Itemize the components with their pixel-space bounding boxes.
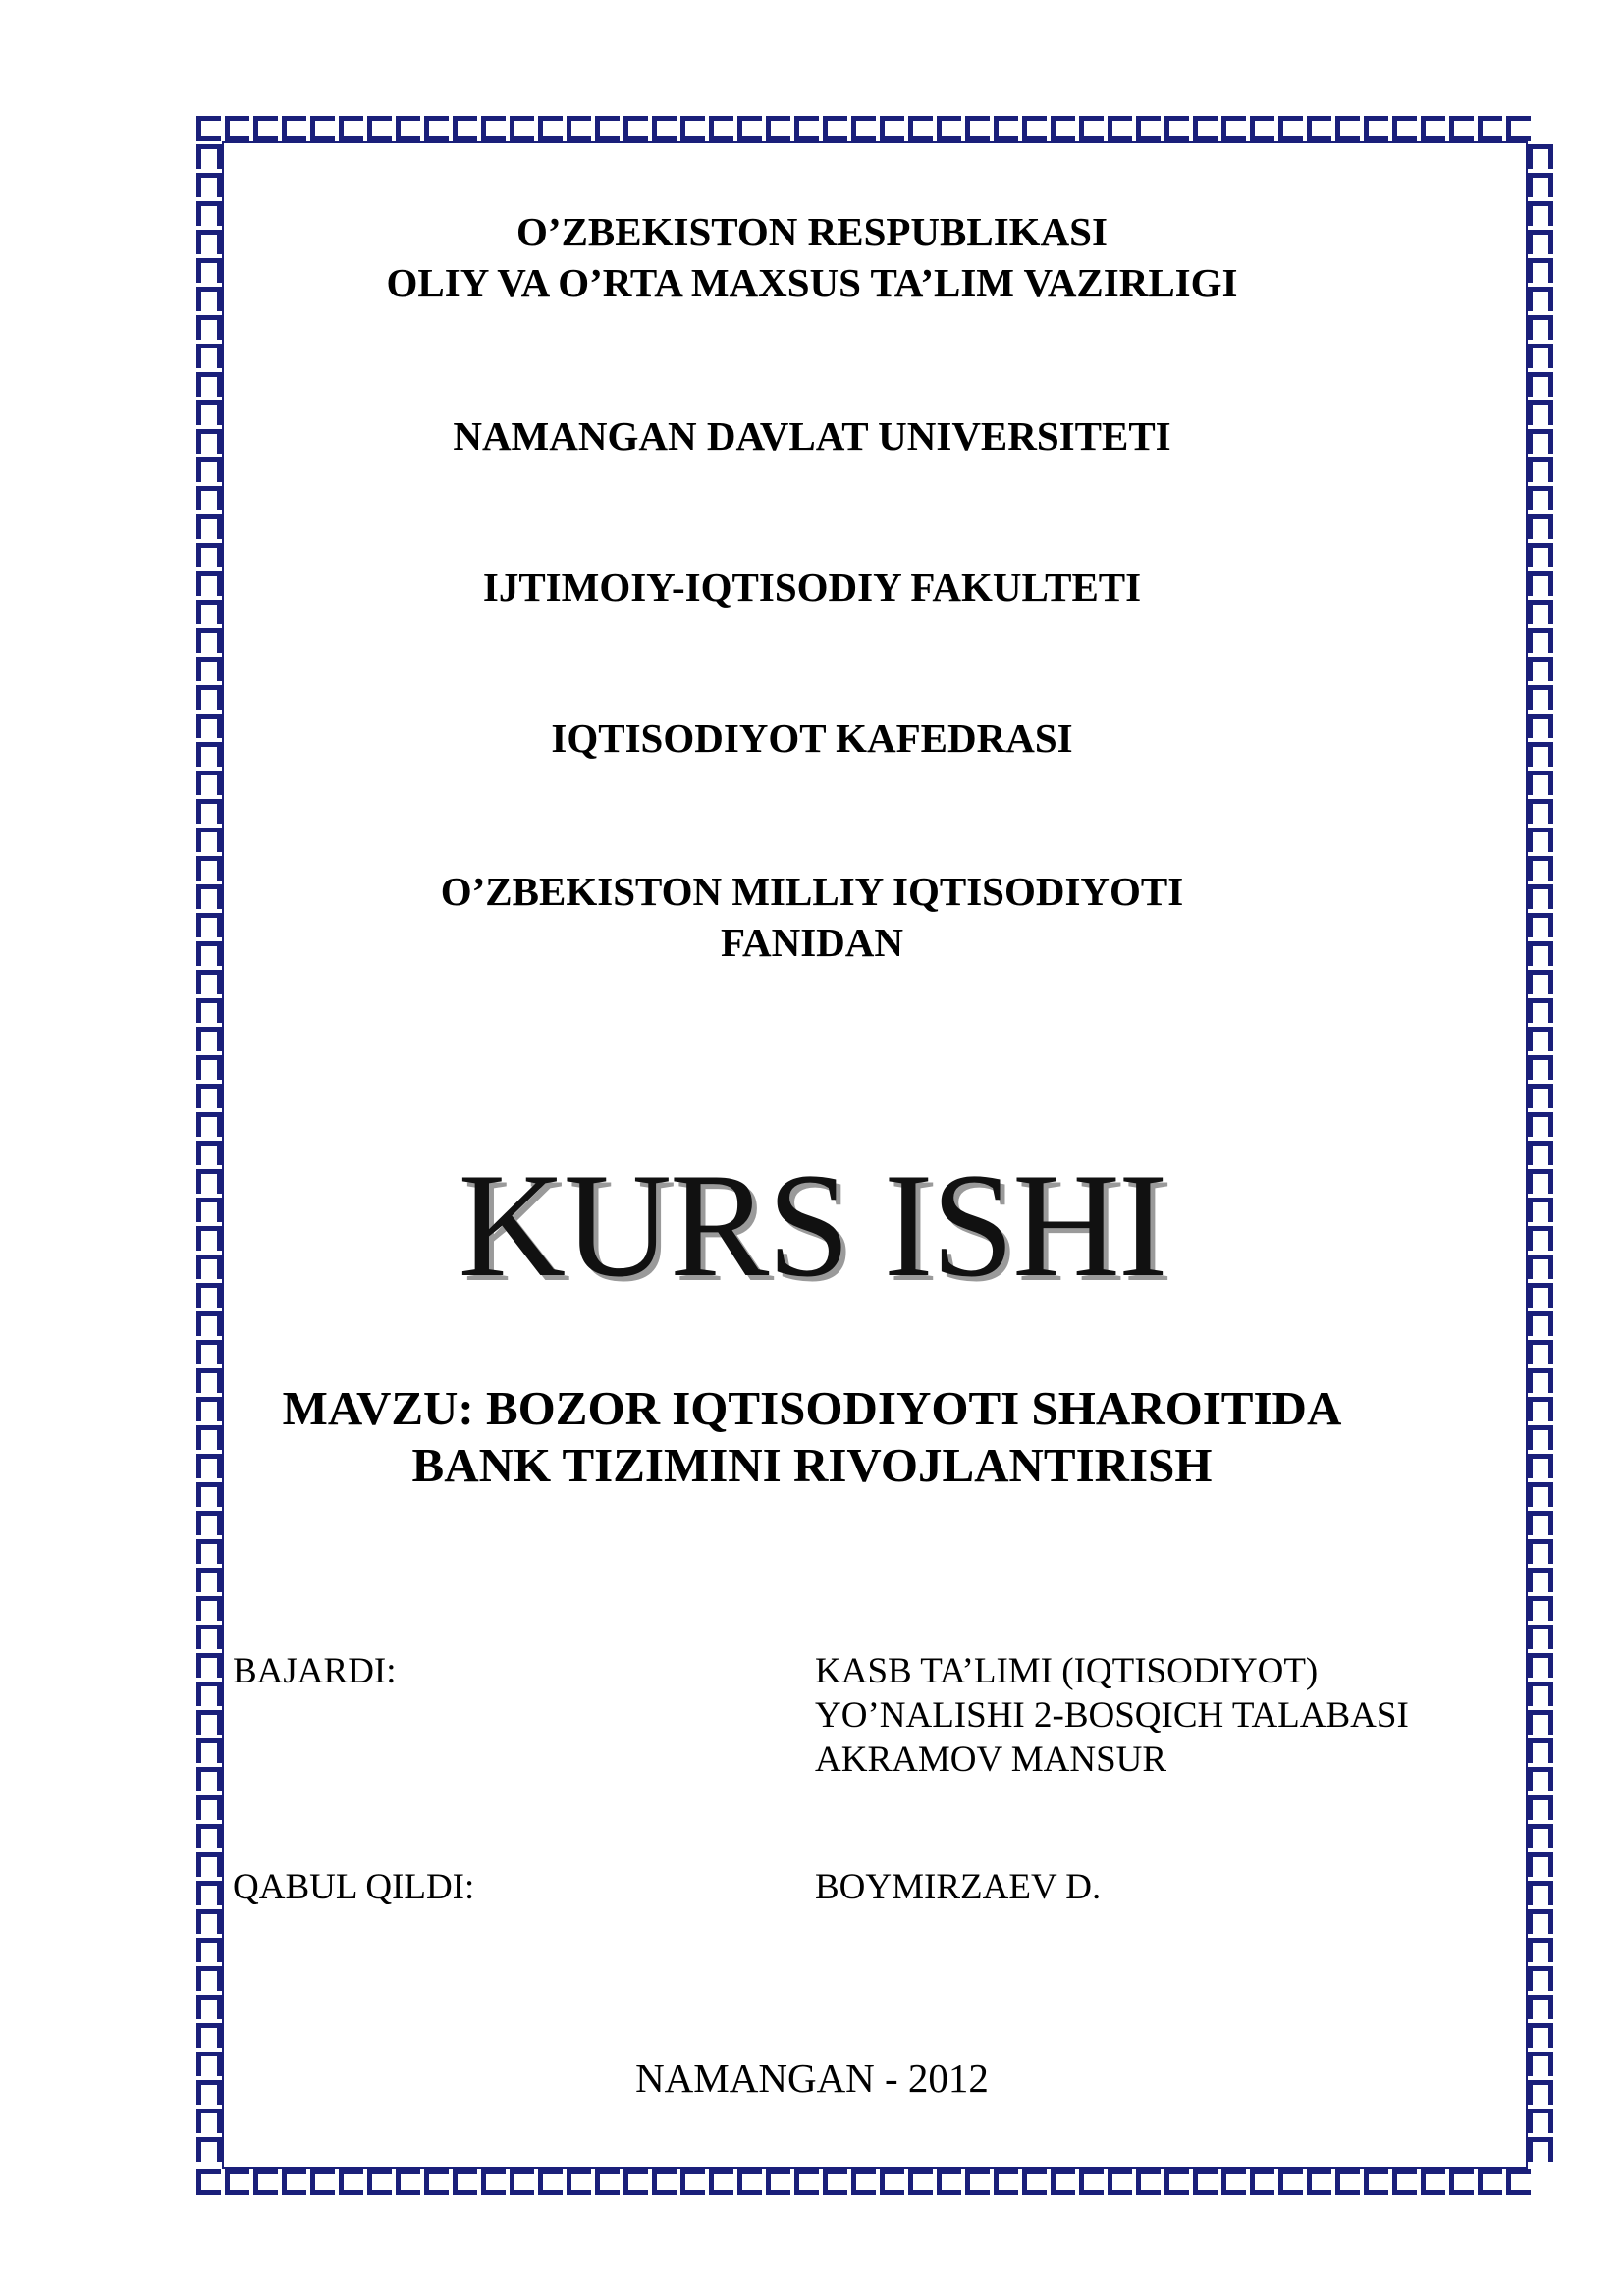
document-type-title: KURS ISHI — [458, 1143, 1166, 1308]
topic-line2: BANK TIZIMINI RIVOJLANTIRISH — [411, 1438, 1213, 1492]
faculty-name: IJTIMOIY-IQTISODIY FAKULTETI — [482, 564, 1142, 610]
supervisor-name: BOYMIRZAEV D. — [815, 1867, 1102, 1907]
ministry-header-line2: OLIY VA O’RTA MAXSUS TA’LIM VAZIRLIGI — [386, 260, 1238, 305]
subject-line2: FANIDAN — [720, 920, 903, 965]
ministry-header-line1: O’ZBEKISTON RESPUBLIKASI — [516, 209, 1108, 254]
city-year: NAMANGAN - 2012 — [635, 2056, 989, 2101]
subject-line1: O’ZBEKISTON MILLIY IQTISODIYOTI — [440, 869, 1184, 914]
accepted-by-label: QABUL QILDI: — [233, 1867, 475, 1907]
department-name: IQTISODIYOT KAFEDRASI — [551, 716, 1073, 761]
student-info-line2: YO’NALISHI 2-BOSQICH TALABASI — [815, 1695, 1409, 1735]
performed-by-label: BAJARDI: — [233, 1651, 397, 1691]
university-name: NAMANGAN DAVLAT UNIVERSITETI — [453, 413, 1171, 458]
topic-line1: MAVZU: BOZOR IQTISODIYOTI SHAROITIDA — [282, 1381, 1342, 1435]
student-name: AKRAMOV MANSUR — [815, 1739, 1167, 1780]
student-info-line1: KASB TA’LIMI (IQTISODIYOT) — [815, 1651, 1319, 1691]
